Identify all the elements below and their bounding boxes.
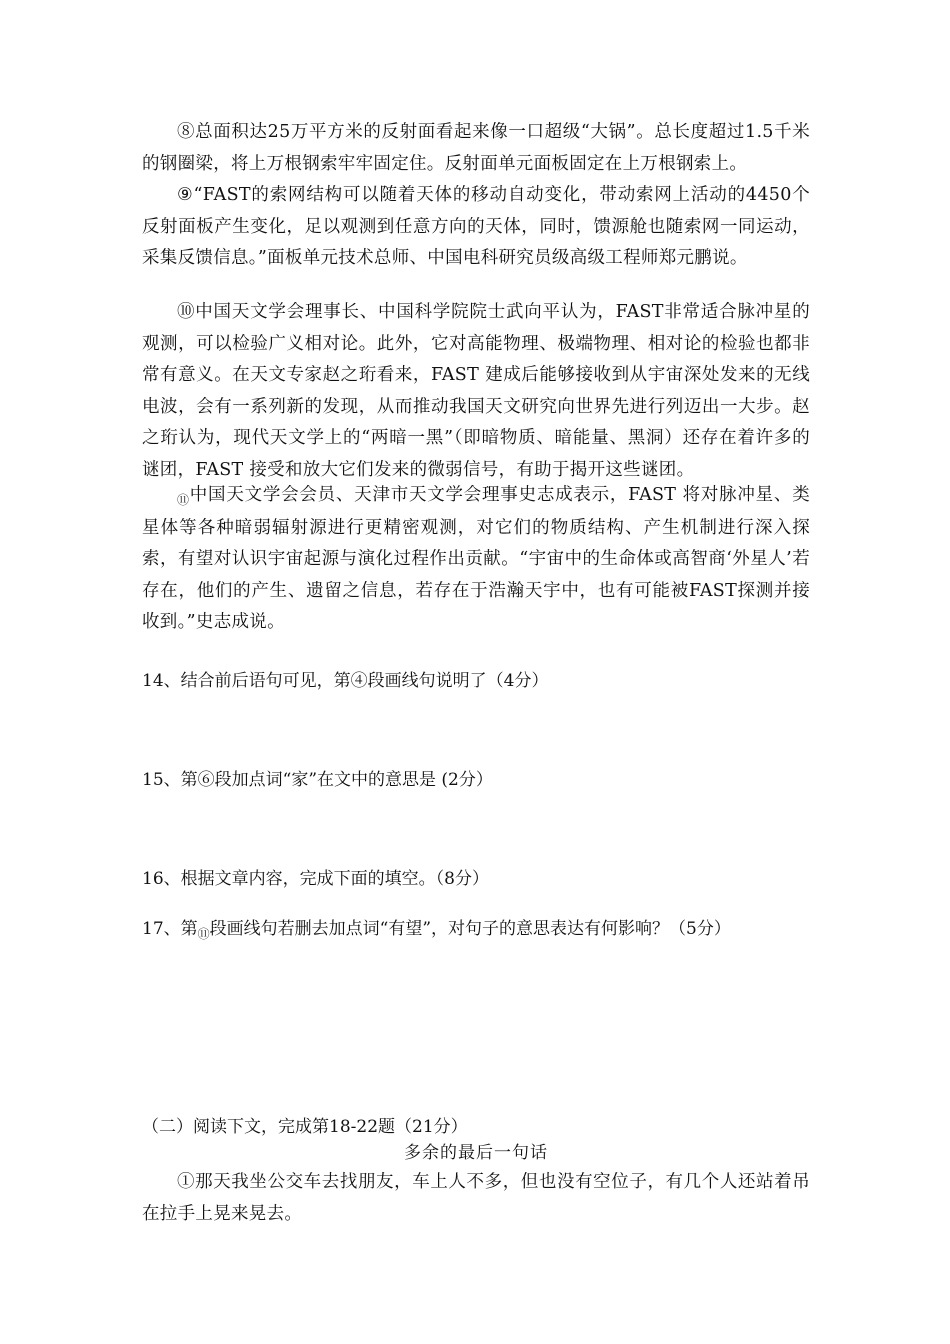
question-17 — [142, 917, 822, 942]
question-17-prefix: 17、第 — [142, 919, 198, 939]
paragraph-8: ⑧总面积达25万平方米的反射面看起来像一口超级“大锅”。总长度超过1.5千米的钢圈梁，将上万根钢索牢牢固定住。反射面单元面板固定在上万根钢索上。 — [142, 122, 810, 174]
article-title: 多余的最后一句话 — [404, 1143, 548, 1163]
question-15: 15、第⑥段加点词“家”在文中的意思是 (2分） — [142, 770, 493, 790]
question-14: 14、结合前后语句可见，第④段画线句说明了（4分） — [142, 671, 549, 691]
section-2-paragraph-1: ①那天我坐公交车去找朋友，车上人不多，但也没有空位子，有几个人还站着吊在拉手上晃来晃去。 — [142, 1172, 810, 1224]
paragraph-11-text: 中国天文学会会员、天津市天文学会理事史志成表示，FAST 将对脉冲星、类星体等各种暗弱辐射源进行更精密观测，对它们的物质结构、产生机制进行深入探索，有望对认识宇宙起源与演化过程作出贡献。“宇宙中的生命体或高智商‘外星人’若存在，他们的产生、遗留之信息，若存在于浩瀚天宇中，也有可能被FAST探测并接收到。”史志成说。 — [142, 485, 811, 632]
paragraph-11-marker: ⑪ — [177, 493, 190, 507]
question-16: 16、根据文章内容，完成下面的填空。（8分） — [142, 869, 489, 889]
paragraph-9: ⑨“FAST的索网结构可以随着天体的移动自动变化，带动索网上活动的4450个反射面板产生变化，足以观测到任意方向的天体，同时，馈源舱也随索网一同运动，采集反馈信息。”面板单元技术总师、中国电科研究员级高级工程师郑元鹏说。 — [142, 185, 810, 268]
paragraph-10: ⑩中国天文学会理事长、中国科学院院士武向平认为，FAST非常适合脉冲星的观测，可以检验广义相对论。此外，它对高能物理、极端物理、相对论的检验也都非常有意义。在天文专家赵之珩看来，FAST 建成后能够接收到从宇宙深处发来的无线电波，会有一系列新的发现，从而推动我国天文研究向世界先进行列迈出一大步。赵之珩认为，现代天文学上的“两暗一黑”（即暗物质、暗能量、黑洞）还存在着许多的谜团，FAST 接受和放大它们发来的微弱信号，有助于揭开这些谜团。 — [142, 302, 810, 480]
question-17-marker: ⑪ — [197, 927, 210, 941]
question-17-suffix: 段画线句若删去加点词“有望”，对句子的意思表达有何影响？（5分） — [209, 919, 731, 939]
paragraph-11 — [142, 480, 810, 639]
section-2-heading: （二）阅读下文，完成第18-22题（21分） — [142, 1117, 468, 1137]
